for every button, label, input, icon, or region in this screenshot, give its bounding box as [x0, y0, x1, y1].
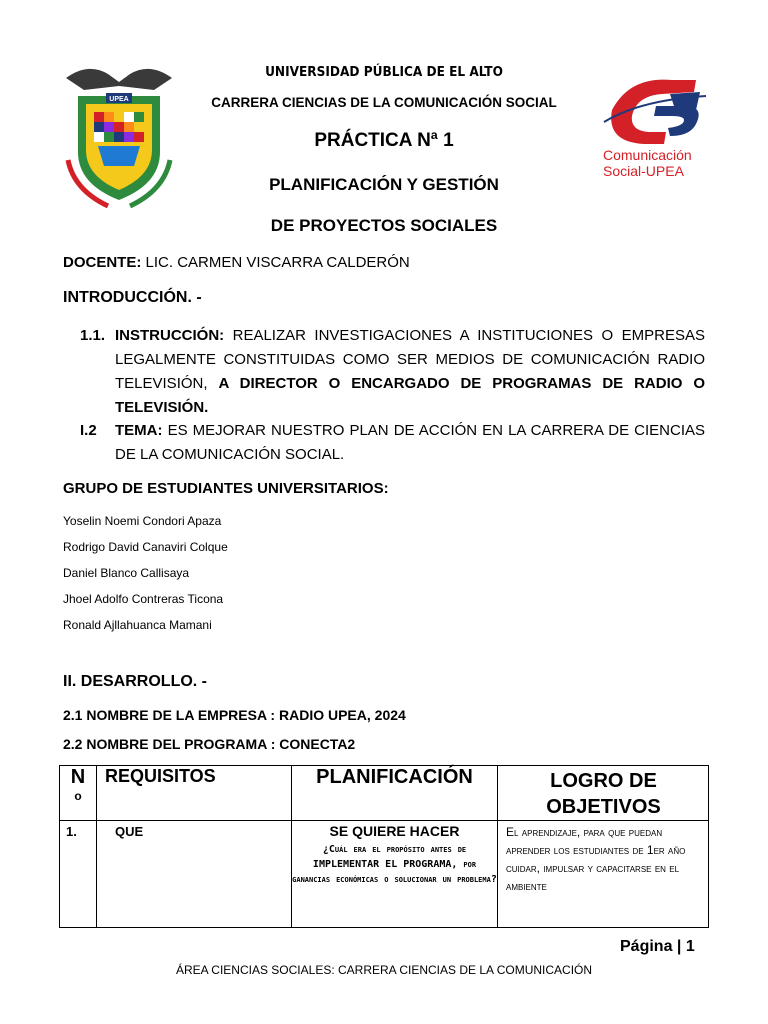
item-label: TEMA: [115, 422, 163, 439]
university-name: UNIVERSIDAD PÚBLICA DE EL ALTO [265, 64, 503, 80]
upea-logo-text: UPEA [109, 96, 129, 103]
docente-line [63, 254, 410, 271]
student-name: Daniel Blanco Callisaya [63, 566, 190, 580]
item-body [115, 324, 705, 420]
item-text: ES MEJORAR NUESTRO PLAN DE ACCIÓN EN LA CARRERA DE CIENCIAS DE LA COMUNICACIÓN SOCIAL. [115, 422, 705, 463]
item-body [115, 419, 705, 467]
development-heading: II. DESARROLLO. - [63, 673, 207, 690]
header-no [60, 766, 97, 821]
company-name: 2.1 NOMBRE DE LA EMPRESA : RADIO UPEA, 2024 [63, 707, 406, 723]
comunicacion-social-logo [600, 70, 710, 180]
item-text: REALIZAR INVESTIGACIONES A INSTITUCIONES O EMPRESAS LEGALMENTE CONSTITUIDAS COMO SER MEDIOS DE COMUNICACIÓN RADIO TELEVISIÓN, [115, 327, 705, 392]
item-bold-text: A DIRECTOR O ENCARGADO DE PROGRAMAS DE RADIO O TELEVISIÓN. [115, 375, 705, 416]
header-planificacion: PLANIFICACIÓN [292, 766, 498, 821]
planning-table [59, 765, 709, 928]
header-no-sub: o [74, 789, 82, 803]
header-logro: LOGRO DE OBJETIVOS [498, 766, 709, 821]
item-number: I.2 [80, 422, 97, 439]
row-number: 1. [60, 821, 97, 928]
header-requisitos: REQUISITOS [97, 766, 292, 821]
docente-name: LIC. CARMEN VISCARRA CALDERÓN [141, 254, 410, 271]
student-name: Rodrigo David Canaviri Colque [63, 540, 228, 554]
logo-line-2: Social-UPEA [603, 163, 684, 179]
student-name: Yoselin Noemi Condori Apaza [63, 514, 222, 528]
row-requisito: QUE [97, 821, 292, 928]
header-no-letter: N [70, 766, 86, 788]
practice-title: PRÁCTICA Nª 1 [314, 130, 454, 151]
program-name: 2.2 NOMBRE DEL PROGRAMA : CONECTA2 [63, 736, 356, 752]
student-name: Jhoel Adolfo Contreras Ticona [63, 592, 224, 606]
topic-item [80, 419, 705, 467]
title-line-1: PLANIFICACIÓN Y GESTIÓN [269, 175, 499, 194]
page-number: Página | 1 [620, 938, 695, 955]
plan-title: SE QUIERE HACER [329, 823, 460, 839]
instruction-item [80, 324, 705, 420]
upea-shield-logo [58, 60, 180, 210]
row-logro: El aprendizaje, para que puedan aprender los estudiantes de 1er año cuidar, impulsar y capacitarse en el ambiente [506, 825, 686, 893]
plan-body: ¿Cuál era el propósito antes de IMPLEMENTAR EL PROGRAMA, por ganancias económicas o solucionar un problema? [292, 844, 497, 885]
title-line-2: DE PROYECTOS SOCIALES [270, 216, 498, 235]
footer-text: ÁREA CIENCIAS SOCIALES: CARRERA CIENCIAS DE LA COMUNICACIÓN [175, 963, 593, 977]
intro-heading: INTRODUCCIÓN. - [63, 289, 202, 306]
docente-label: DOCENTE: [63, 254, 142, 271]
item-number: 1.1. [80, 327, 106, 344]
logo-line-1: Comunicación [603, 147, 692, 163]
career-name: CARRERA CIENCIAS DE LA COMUNICACIÓN SOCIAL [211, 95, 557, 110]
row-planificacion [292, 821, 498, 928]
group-heading: GRUPO DE ESTUDIANTES UNIVERSITARIOS: [63, 480, 389, 497]
item-label: INSTRUCCIÓN: [115, 327, 225, 344]
student-name: Ronald Ajllahuanca Mamani [63, 618, 212, 632]
